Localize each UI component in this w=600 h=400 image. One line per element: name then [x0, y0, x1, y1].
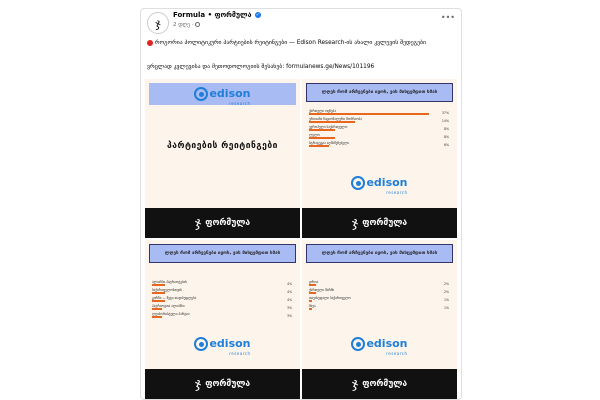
bar-row	[306, 125, 453, 133]
timestamp-text[interactable]: 2 დღე ·	[173, 22, 194, 28]
bar-value-label: 4%	[286, 290, 292, 294]
bar-row	[149, 280, 296, 288]
bar-track	[309, 113, 439, 115]
bar-row	[306, 133, 453, 141]
bar-chart	[149, 280, 296, 320]
bar-row	[149, 312, 296, 320]
bar-track	[309, 300, 439, 302]
edison-logo-mark-icon	[194, 337, 208, 351]
bar-label: ქართული მარში	[309, 288, 335, 292]
bar-label: თავისუფალი საქართველო	[309, 296, 351, 300]
formula-footer-text: ფორმულა	[362, 218, 408, 228]
edison-logo	[194, 82, 250, 106]
page-avatar[interactable]	[147, 12, 169, 34]
post-timestamp[interactable]	[173, 22, 200, 28]
tile-title: პარტიების რეიტინგები	[167, 141, 278, 151]
bar-value-label: 4%	[286, 298, 292, 302]
red-circle-icon	[147, 40, 153, 46]
bar-track	[152, 316, 282, 318]
bar-row	[149, 288, 296, 296]
bar-row	[306, 288, 453, 296]
bar	[152, 300, 165, 302]
formula-mark-icon: ჯ	[351, 376, 359, 392]
bar	[309, 300, 312, 302]
bar-row	[306, 141, 453, 149]
edison-logo-text: edison	[366, 176, 408, 189]
bar-value-label: 37%	[441, 111, 449, 115]
bar-track	[152, 284, 282, 286]
bar-row	[306, 280, 453, 288]
bar-row	[306, 109, 453, 117]
bar-value-label: 3%	[286, 314, 292, 318]
bar	[309, 145, 329, 147]
image-tile-3[interactable]	[145, 240, 300, 399]
bar-label: გირჩი — მეტი თავისუფლება	[152, 296, 197, 300]
bar-track	[309, 284, 439, 286]
formula-footer	[302, 208, 457, 238]
bar-label: სხვა	[309, 304, 316, 308]
edison-logo-subtext: research	[229, 351, 251, 356]
edison-logo-area	[302, 171, 457, 195]
bar-row	[149, 304, 296, 312]
post-text-prefix: ვრცლად კვლევისა და მეთოდოლოგიის შესახებ:	[147, 64, 287, 70]
bar-track	[309, 121, 439, 123]
bar	[309, 308, 312, 310]
chart-question-banner: ლღეს რომ არჩევნები იყოს, ვის მისცემდით ხმას	[149, 244, 296, 263]
bar-chart	[306, 280, 453, 312]
bar-value-label: 4%	[286, 282, 292, 286]
formula-logo-icon: ჯ	[155, 16, 161, 30]
bar-value-label: 3%	[286, 306, 292, 310]
image-tile-4[interactable]	[302, 240, 457, 399]
bar-label: ევროპული საქართველო	[309, 125, 348, 129]
bar-track	[309, 308, 439, 310]
more-options-icon[interactable]: •••	[440, 13, 455, 22]
edison-logo-subtext: research	[386, 351, 408, 356]
bar-track	[309, 292, 439, 294]
bar-value-label: 8%	[443, 135, 449, 139]
bar-row	[149, 296, 296, 304]
page-name-text[interactable]: Formula • ფორმულა	[173, 11, 252, 19]
bar-value-label: 2%	[443, 282, 449, 286]
formula-mark-icon: ჯ	[351, 215, 359, 231]
formula-footer	[145, 369, 300, 399]
bar-label: დროა	[309, 280, 319, 284]
globe-icon	[195, 22, 200, 27]
edison-logo-area	[302, 332, 457, 356]
bar-track	[309, 137, 439, 139]
bar-label: ალიანსი პატრიოტების	[152, 280, 187, 284]
bar-label: ლეიბორისტული პარტია	[152, 312, 190, 316]
bar-track	[152, 292, 282, 294]
bar-value-label: 1%	[443, 298, 449, 302]
bar	[309, 113, 429, 115]
bar	[309, 129, 335, 131]
edison-logo-area	[145, 332, 300, 356]
bar-label: სტრატეგია აღმაშენებელი	[309, 141, 350, 145]
edison-logo-mark-icon	[194, 87, 208, 101]
bar	[152, 292, 165, 294]
chart-question-banner: ლღეს რომ არჩევნები იყოს, ვის მისცემდით ხმას	[306, 83, 453, 102]
formula-mark-icon: ჯ	[194, 215, 202, 231]
post-text-line1: როგორია პოლიტიკური პარტიების რეიტინგები — Edison Research-ის ახალი კვლევის შედეგები	[155, 40, 427, 46]
edison-logo-subtext: research	[386, 190, 408, 195]
edison-logo	[351, 332, 407, 356]
edison-logo-text: edison	[209, 87, 251, 100]
image-tile-2[interactable]	[302, 79, 457, 238]
bar	[309, 284, 316, 286]
edison-logo-text: edison	[366, 337, 408, 350]
image-grid	[145, 79, 457, 399]
bar-label: ლელო	[309, 133, 320, 137]
verified-badge-icon: ✓	[255, 12, 260, 18]
edison-logo-text: edison	[209, 337, 251, 350]
bar-value-label: 1%	[443, 306, 449, 310]
formula-footer-text: ფორმულა	[362, 379, 408, 389]
edison-logo-subtext: research	[229, 101, 251, 106]
edison-logo-mark-icon	[351, 176, 365, 190]
bar-value-label: 14%	[441, 119, 449, 123]
edison-logo-mark-icon	[351, 337, 365, 351]
page-name[interactable]	[173, 11, 261, 19]
bar	[309, 292, 316, 294]
image-tile-1[interactable]	[145, 79, 300, 238]
bar-track	[309, 129, 439, 131]
article-link[interactable]: formulanews.ge/News/101196	[286, 64, 375, 70]
bar-value-label: 6%	[443, 143, 449, 147]
edison-logo-banner	[149, 83, 296, 105]
bar	[152, 308, 162, 310]
bar-label: ერთიანი ნაციონალური მოძრაობა	[309, 117, 362, 121]
bar	[309, 137, 335, 139]
bar	[152, 284, 165, 286]
bar-row	[306, 117, 453, 125]
formula-footer	[145, 208, 300, 238]
edison-logo	[351, 171, 407, 195]
bar	[152, 316, 162, 318]
chart-question-banner: ლღეს რომ არჩევნები იყოს, ვის მისცემდით ხმას	[306, 244, 453, 263]
formula-footer	[302, 369, 457, 399]
bar-track	[152, 308, 282, 310]
formula-footer-text: ფორმულა	[205, 218, 251, 228]
bar-track	[309, 145, 439, 147]
bar-chart	[306, 109, 453, 149]
bar-row	[306, 296, 453, 304]
formula-footer-text: ფორმულა	[205, 379, 251, 389]
facebook-post	[140, 8, 462, 400]
bar-label: საქართველოსთვის	[152, 288, 182, 292]
formula-mark-icon: ჯ	[194, 376, 202, 392]
bar-label: პატრიოტთა ალიანსი	[152, 304, 185, 308]
bar-label: ქართული ოცნება	[309, 109, 336, 113]
bar-row	[306, 304, 453, 312]
bar	[309, 121, 355, 123]
post-text-line2	[147, 64, 457, 70]
bar-track	[152, 300, 282, 302]
bar-value-label: 2%	[443, 290, 449, 294]
post-header	[141, 9, 461, 37]
edison-logo	[194, 332, 250, 356]
post-text	[147, 39, 457, 48]
bar-value-label: 8%	[443, 127, 449, 131]
